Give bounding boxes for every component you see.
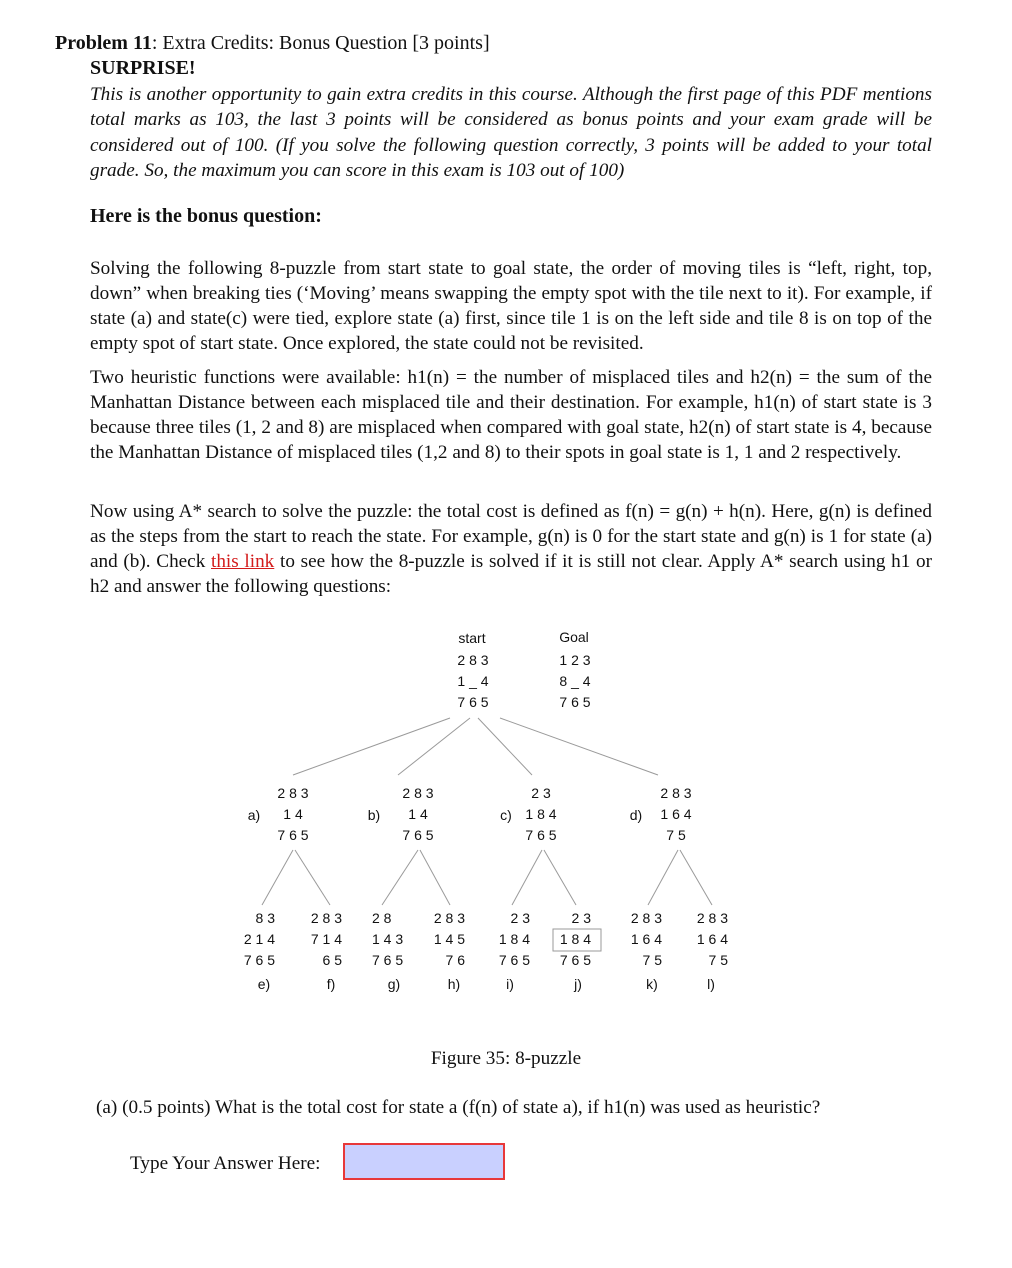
state-label: a) — [247, 807, 261, 823]
state-label: l) — [707, 976, 715, 992]
edge-b-h — [420, 850, 450, 905]
goal-label: Goal — [559, 629, 589, 645]
state-row: 7 6 5 — [372, 952, 404, 968]
edge-c-j — [544, 850, 576, 905]
astar-text-after: to see how the 8-puzzle is solved if it is still not clear. Apply A* search using h1 or h2 and answer the following questions: — [90, 551, 932, 597]
state-row: 2 8 3 — [630, 910, 662, 926]
state-row: 1 8 4 — [559, 931, 591, 947]
state-row: 7 6 5 — [559, 952, 591, 968]
state-label: k) — [646, 976, 658, 992]
state-row: 7 6 5 — [525, 827, 557, 843]
state-row: 6 5 — [322, 952, 342, 968]
state-row: 1 6 4 — [696, 931, 728, 947]
intro-paragraph: This is another opportunity to gain extra credits in this course. Although the first page of this PDF mentions total marks as 103, the last 3 points will be considered as bonus points and your exam grade will be considered out of 100. (If you solve the following question correctly, 3 points will be added to your total grade. So, the maximum you can score in this exam is 103 out of 100) — [90, 84, 932, 181]
paragraph-tie-breaking: Solving the following 8-puzzle from start state to goal state, the order of moving tiles is “left, right, top, down” when breaking ties (‘Moving’ means swapping the empty spot with the tile next to it). For example, if state (a) and state(c) were tied, explore state (a) first, since tile 1 is on the left side and tile 8 is on top of the empty spot of start state. Once explored, the state could not be revisited. — [90, 258, 932, 354]
edge-d-k — [648, 850, 678, 905]
state-row: 2 3 — [531, 785, 551, 801]
state-label: h) — [447, 976, 461, 992]
state-row: 2 8 — [372, 910, 392, 926]
state-row: 1 4 3 — [372, 931, 404, 947]
state-row: 7 6 5 — [243, 952, 275, 968]
bonus-heading: Here is the bonus question: — [90, 205, 322, 227]
goal-row: 1 2 3 — [559, 652, 591, 668]
state-row: 2 1 4 — [243, 931, 275, 947]
state-label: i) — [506, 976, 514, 992]
state-row: 2 3 — [510, 910, 530, 926]
start-row: 1 _ 4 — [457, 673, 489, 689]
state-row: 2 8 3 — [310, 910, 342, 926]
goal-row: 7 6 5 — [559, 694, 591, 710]
state-row: 2 8 3 — [277, 785, 309, 801]
state-row: 1 4 — [408, 806, 428, 822]
start-row: 2 8 3 — [457, 652, 489, 668]
goal-row: 8 _ 4 — [559, 673, 591, 689]
state-row: 1 4 5 — [433, 931, 465, 947]
state-row: 7 6 5 — [402, 827, 434, 843]
state-row: 1 6 4 — [630, 931, 662, 947]
problem-label: Problem 11 — [55, 32, 152, 54]
state-label: j) — [574, 976, 582, 992]
state-row: 7 5 — [642, 952, 662, 968]
state-label: d) — [629, 807, 643, 823]
edge-d-l — [680, 850, 712, 905]
surprise-heading: SURPRISE! — [90, 57, 196, 79]
edge-a-e — [262, 850, 293, 905]
edge-start-a — [293, 718, 450, 775]
state-row: 8 3 — [255, 910, 275, 926]
state-label: b) — [367, 807, 381, 823]
state-row: 7 5 — [666, 827, 686, 843]
state-row: 7 5 — [708, 952, 728, 968]
state-row: 7 1 4 — [310, 931, 342, 947]
state-row: 7 6 5 — [277, 827, 309, 843]
edge-b-g — [382, 850, 418, 905]
edge-a-f — [295, 850, 330, 905]
question-a: (a) (0.5 points) What is the total cost for state a (f(n) of state a), if h1(n) was used as heuristic? — [96, 1097, 821, 1118]
answer-label: Type Your Answer Here: — [130, 1153, 321, 1174]
state-row: 2 8 3 — [402, 785, 434, 801]
state-row: 2 8 3 — [696, 910, 728, 926]
this-link[interactable]: this link — [211, 551, 275, 572]
state-label: e) — [257, 976, 271, 992]
state-row: 1 8 4 — [525, 806, 557, 822]
start-label: start — [458, 630, 486, 646]
state-row: 1 4 — [283, 806, 303, 822]
state-row: 7 6 5 — [498, 952, 530, 968]
state-row: 7 6 — [445, 952, 465, 968]
state-row: 1 8 4 — [498, 931, 530, 947]
state-row: 2 3 — [571, 910, 591, 926]
figure-caption: Figure 35: 8-puzzle — [430, 1048, 582, 1069]
start-row: 7 6 5 — [457, 694, 489, 710]
state-row: 2 8 3 — [433, 910, 465, 926]
problem-title-rest: : Extra Credits: Bonus Question [3 points] — [151, 32, 490, 54]
state-row: 1 6 4 — [660, 806, 692, 822]
state-label: f) — [326, 976, 336, 992]
edge-start-b — [398, 718, 470, 775]
edge-c-i — [512, 850, 542, 905]
answer-input[interactable] — [343, 1143, 505, 1180]
state-label: g) — [387, 976, 401, 992]
state-label: c) — [500, 807, 512, 823]
astar-text-before: Now using A* search to solve the puzzle: the total cost is defined as f(n) = g(n) + h(n). Here, g(n) is defined as the steps from the start to reach the state. For example, g(n) is 0 for the start state and g(n) is 1 for state (a) and (b). Check — [90, 501, 932, 572]
tree-edges — [262, 718, 712, 905]
state-row: 2 8 3 — [660, 785, 692, 801]
paragraph-heuristics: Two heuristic functions were available: h1(n) = the number of misplaced tiles and h2(n) = the sum of the Manhattan Distance between each misplaced tile and their destination. For example, h1(n) of start state is 3 because three tiles (1, 2 and 8) are misplaced when compared with goal state, h2(n) of start state is 4, because the Manhattan Distance of misplaced tiles (1,2 and 8) to their spots in goal state is 1, 1 and 2 respectively. — [90, 367, 932, 463]
